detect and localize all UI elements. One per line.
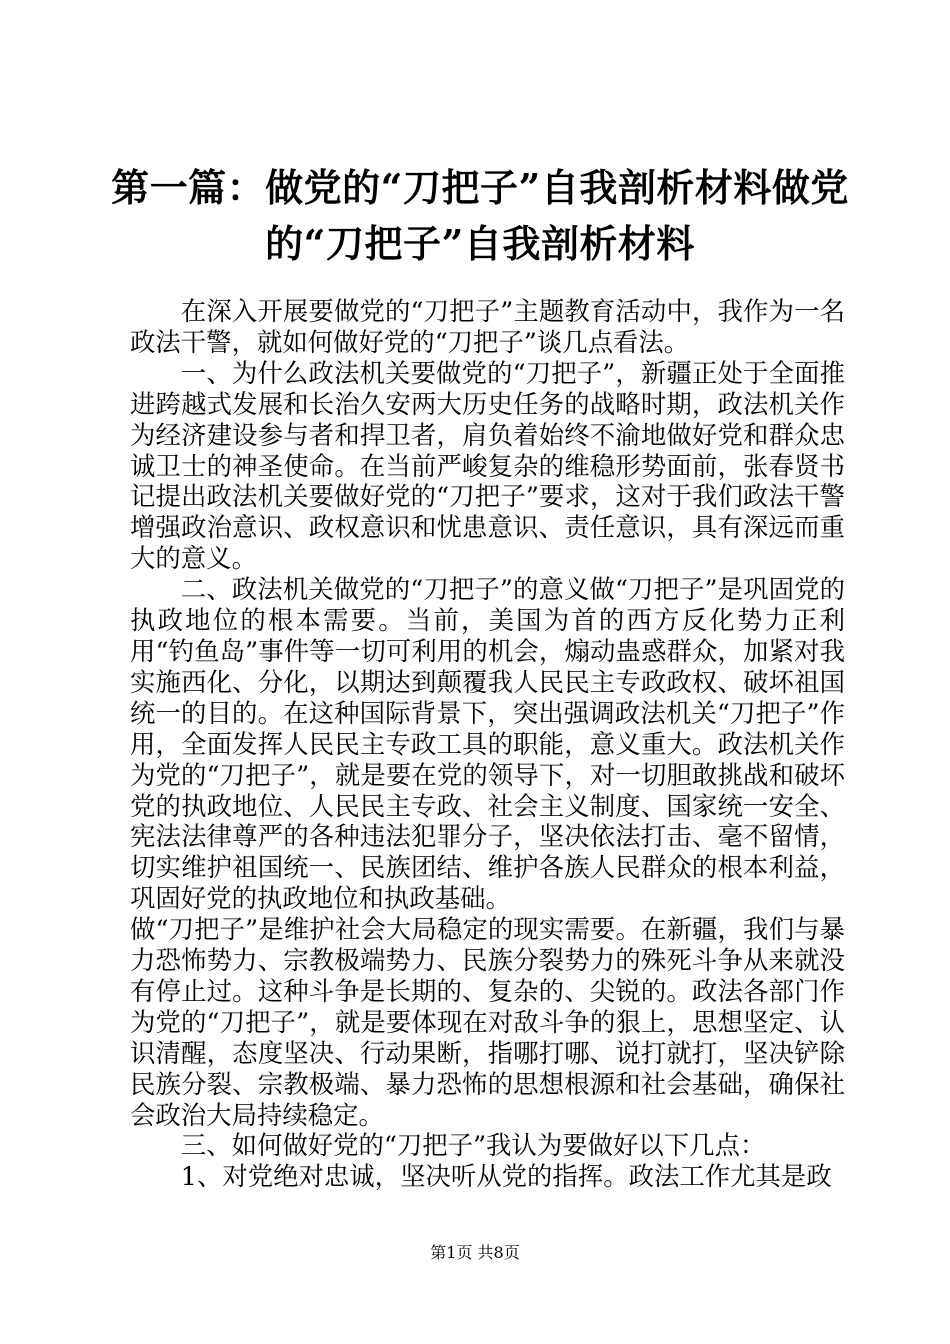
paragraph-section-three: 三、如何做好党的“刀把子”我认为要做好以下几点： — [180, 1130, 766, 1161]
paragraph-point-one: 1、对党绝对忠诚，坚决听从党的指挥。政法工作尤其是政 — [180, 1161, 832, 1192]
page-number: 第1页 共8页 — [430, 1243, 520, 1262]
paragraph-intro: 在深入开展要做党的“刀把子”主题教育活动中，我作为一名政法干警，就如何做好党的“刀把子”谈几点看法。 — [130, 296, 845, 357]
paragraph-section-two-continued: 做“刀把子”是维护社会大局稳定的现实需要。在新疆，我们与暴力恐怖势力、宗教极端势力、民族分裂势力的殊死斗争从来就没有停止过。这种斗争是长期的、复杂的、尖锐的。政法各部门作为党的“刀把子”，就是要体现在对敌斗争的狠上，思想坚定、认识清醒，态度坚决、行动果断，指哪打哪、说打就打，坚决铲除民族分裂、宗教极端、暴力恐怖的思想根源和社会基础，确保社会政治大局持续稳定。 — [130, 914, 845, 1130]
document-body — [130, 296, 845, 1192]
paragraph-section-one: 一、为什么政法机关要做党的“刀把子”，新疆正处于全面推进跨越式发展和长治久安两大历史任务的战略时期，政法机关作为经济建设参与者和捍卫者，肩负着始终不渝地做好党和群众忠诚卫士的神圣使命。在当前严峻复杂的维稳形势面前，张春贤书记提出政法机关要做好党的“刀把子”要求，这对于我们政法干警增强政治意识、政权意识和忧患意识、责任意识，具有深远而重大的意义。 — [130, 357, 845, 574]
document-title: 第一篇：做党的“刀把子”自我剖析材料做党的“刀把子”自我剖析材料 — [111, 165, 849, 266]
paragraph-section-two: 二、政法机关做党的“刀把子”的意义做“刀把子”是巩固党的执政地位的根本需要。当前，美国为首的西方反化势力正利用“钓鱼岛”事件等一切可利用的机会，煽动蛊惑群众，加紧对我实施西化、分化，以期达到颠覆我人民民主专政政权、破坏祖国统一的目的。在这种国际背景下，突出强调政法机关“刀把子”作用，全面发挥人民民主专政工具的职能，意义重大。政法机关作为党的“刀把子”，就是要在党的领导下，对一切胆敢挑战和破坏党的执政地位、人民民主专政、社会主义制度、国家统一安全、宪法法律尊严的各种违法犯罪分子，坚决依法打击、毫不留情，切实维护祖国统一、民族团结、维护各族人民群众的根本利益，巩固好党的执政地位和执政基础。 — [130, 574, 845, 914]
